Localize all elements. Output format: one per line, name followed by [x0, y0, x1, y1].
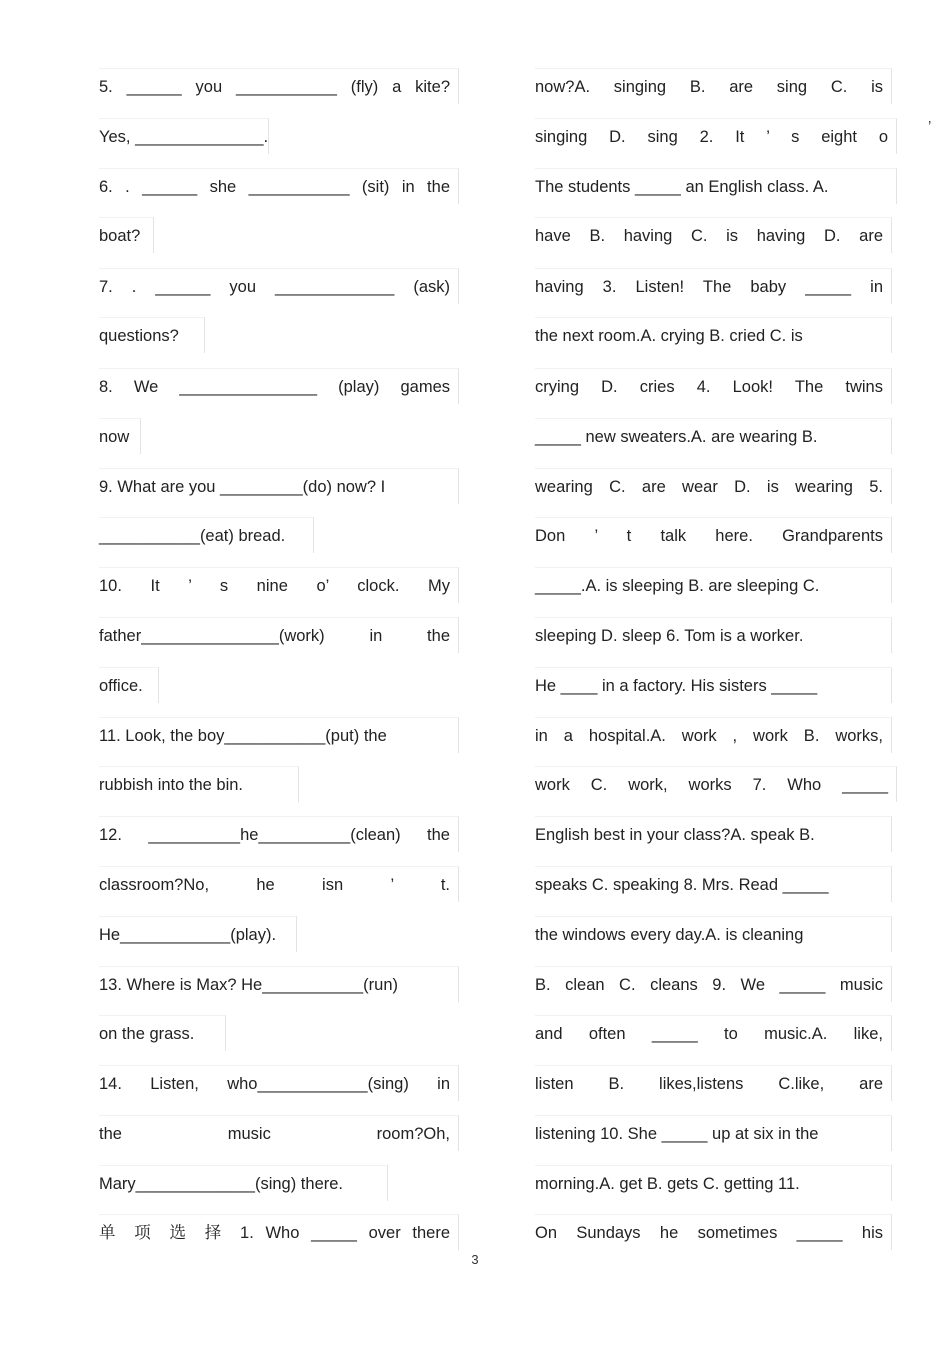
exercise-line: 8. We _______________ (play) games — [99, 368, 459, 404]
exercise-line: 单 项 选 择 1. Who _____ over there — [99, 1214, 459, 1250]
exercise-line: 10. It ’ s nine o’ clock. My — [99, 567, 459, 603]
exercise-line: He ____ in a factory. His sisters _____ — [535, 667, 892, 703]
exercise-line: ___________(eat) bread. — [99, 517, 314, 553]
exercise-line: singing D. sing 2. It ’ s eight o — [535, 118, 897, 154]
page-number: 3 — [471, 1252, 479, 1267]
exercise-line: in a hospital.A. work , work B. works, — [535, 717, 892, 753]
exercise-line: morning.A. get B. gets C. getting 11. — [535, 1165, 892, 1201]
exercise-line: office. — [99, 667, 159, 703]
exercise-line: father_______________(work) in the — [99, 617, 459, 653]
exercise-line: now?A. singing B. are sing C. is — [535, 68, 892, 104]
exercise-line: crying D. cries 4. Look! The twins — [535, 368, 892, 404]
exercise-line: The students _____ an English class. A. — [535, 168, 897, 204]
exercise-line: Yes, ______________. — [99, 118, 269, 154]
exercise-line: He____________(play). — [99, 916, 297, 952]
exercise-line: the next room.A. crying B. cried C. is — [535, 317, 892, 353]
exercise-line: speaks C. speaking 8. Mrs. Read _____ — [535, 866, 892, 902]
exercise-line: 12. __________he__________(clean) the — [99, 816, 459, 852]
exercise-line: work C. work, works 7. Who _____ — [535, 766, 897, 802]
exercise-line: 9. What are you _________(do) now? I — [99, 468, 459, 504]
exercise-line: and often _____ to music.A. like, — [535, 1015, 892, 1051]
exercise-line: On Sundays he sometimes _____ his — [535, 1214, 892, 1250]
exercise-line: 7. . ______ you _____________ (ask) — [99, 268, 459, 304]
exercise-line: listening 10. She _____ up at six in the — [535, 1115, 892, 1151]
exercise-line: now — [99, 418, 141, 454]
exercise-line: boat? — [99, 217, 154, 253]
exercise-line: 6. . ______ she ___________ (sit) in the — [99, 168, 459, 204]
exercise-line: rubbish into the bin. — [99, 766, 299, 802]
exercise-line: English best in your class?A. speak B. — [535, 816, 892, 852]
exercise-line: classroom?No, he isn ’ t. — [99, 866, 459, 902]
exercise-line: sleeping D. sleep 6. Tom is a worker. — [535, 617, 892, 653]
exercise-line: on the grass. — [99, 1015, 226, 1051]
exercise-line: 11. Look, the boy___________(put) the — [99, 717, 459, 753]
stray-apostrophe: ’ — [928, 118, 932, 135]
exercise-line: listen B. likes,listens C.like, are — [535, 1065, 892, 1101]
exercise-line: the windows every day.A. is cleaning — [535, 916, 892, 952]
exercise-line: 14. Listen, who____________(sing) in — [99, 1065, 459, 1101]
exercise-line: having 3. Listen! The baby _____ in — [535, 268, 892, 304]
exercise-line: 5. ______ you ___________ (fly) a kite? — [99, 68, 459, 104]
exercise-line: _____ new sweaters.A. are wearing B. — [535, 418, 892, 454]
exercise-line: Mary_____________(sing) there. — [99, 1165, 388, 1201]
exercise-line: _____.A. is sleeping B. are sleeping C. — [535, 567, 892, 603]
exercise-line: 13. Where is Max? He___________(run) — [99, 966, 459, 1002]
exercise-line: Don ’ t talk here. Grandparents — [535, 517, 892, 553]
exercise-line: the music room?Oh, — [99, 1115, 459, 1151]
exercise-line: B. clean C. cleans 9. We _____ music — [535, 966, 892, 1002]
exercise-line: wearing C. are wear D. is wearing 5. — [535, 468, 892, 504]
exercise-line: questions? — [99, 317, 205, 353]
exercise-line: have B. having C. is having D. are — [535, 217, 892, 253]
